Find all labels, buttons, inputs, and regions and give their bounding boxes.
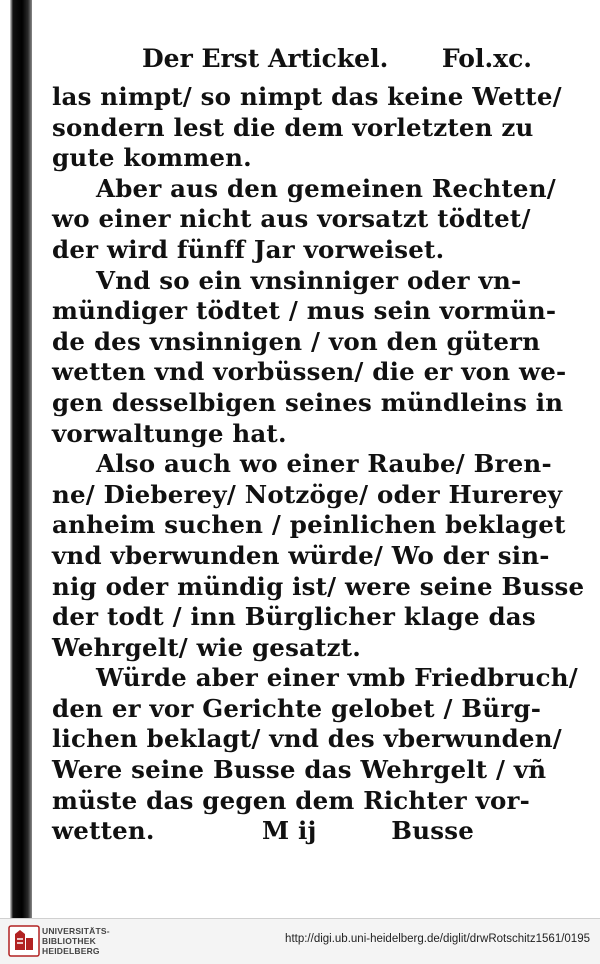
institution-name	[42, 926, 110, 956]
text-line: vnd vberwunden würde/ Wo der sin-	[52, 540, 550, 570]
text-line: Were seine Busse das Wehrgelt / vñ	[52, 755, 547, 785]
folio-number: Fol.xc.	[441, 44, 532, 73]
text-line: der wird fünff Jar vorweiset.	[52, 234, 445, 264]
last-word: wetten.	[52, 816, 155, 846]
catchword-line	[52, 816, 472, 847]
institution-line: UNIVERSITÄTS-	[42, 926, 110, 936]
text-line: vorwaltunge hat.	[52, 418, 287, 448]
catchword: Busse	[391, 816, 474, 846]
text-line: mündiger tödtet / mus sein vormün-	[52, 296, 557, 326]
text-line: Also auch wo einer Raube/ Bren-	[96, 449, 552, 479]
text-line: anheim suchen / peinlichen beklaget	[52, 510, 566, 540]
text-line: Vnd so ein vnsinniger oder vn-	[96, 265, 522, 295]
signature-mark: M ij	[262, 816, 317, 846]
text-line: lichen beklagt/ vnd des vberwunden/	[52, 724, 562, 754]
institution-line: HEIDELBERG	[42, 946, 100, 956]
text-line: sondern lest die dem vorletzten zu	[52, 112, 534, 142]
body-text	[52, 82, 585, 847]
text-line: wetten vnd vorbüssen/ die er von we-	[52, 357, 567, 387]
text-line: Aber aus den gemeinen Rechten/	[96, 173, 556, 203]
institution-line: BIBLIOTHEK	[42, 936, 96, 946]
source-url-link[interactable]: http://digi.ub.uni-heidelberg.de/diglit/drwRotschitz1561/0195	[285, 933, 590, 945]
text-line: den er vor Gerichte gelobet / Bürg-	[52, 693, 542, 723]
viewer-footer	[0, 918, 600, 964]
book-spine-shadow	[10, 0, 32, 918]
running-title: Der Erst Artickel.	[142, 44, 389, 73]
running-header	[120, 44, 532, 84]
text-line: müste das gegen dem Richter vor-	[52, 785, 531, 815]
text-line: de des vnsinnigen / von den gütern	[52, 326, 541, 356]
text-line: der todt / inn Bürglicher klage das	[52, 602, 536, 632]
text-line: ne/ Dieberey/ Notzöge/ oder Hurerey	[52, 479, 563, 509]
text-line: gute kommen.	[52, 143, 252, 173]
text-line: las nimpt/ so nimpt das keine Wette/	[52, 82, 562, 111]
text-line: wo einer nicht aus vorsatzt tödtet/	[52, 204, 531, 234]
text-line: nig oder mündig ist/ were seine Busse	[52, 571, 585, 601]
text-line: Würde aber einer vmb Friedbruch/	[96, 663, 578, 693]
text-line: Wehrgelt/ wie gesatzt.	[52, 632, 362, 662]
library-logo-icon	[8, 925, 40, 957]
text-line: gen desselbigen seines mündleins in	[52, 387, 564, 417]
